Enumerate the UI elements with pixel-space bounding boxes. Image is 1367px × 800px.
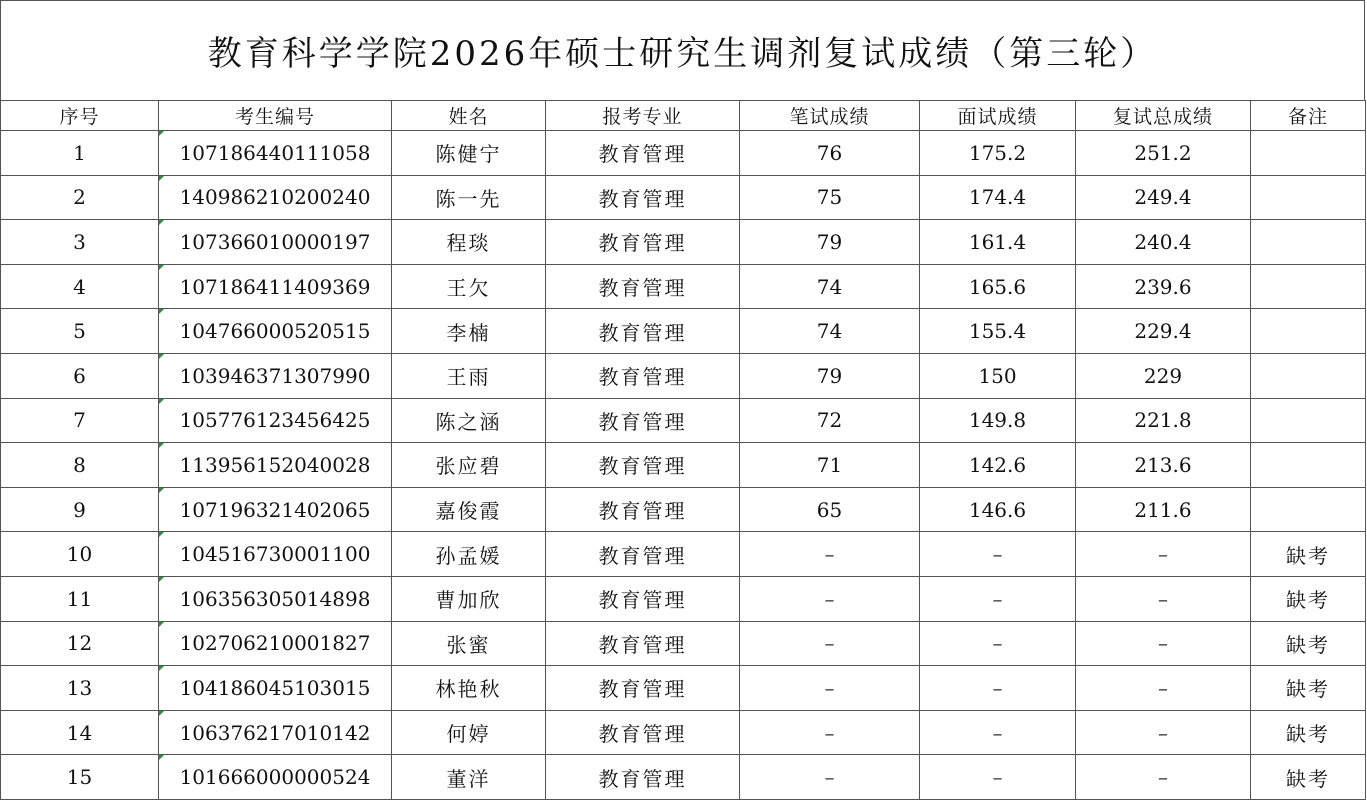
cell-major: 教育管理 (546, 175, 740, 220)
cell-name: 嘉俊霞 (392, 487, 546, 532)
cell-major: 教育管理 (546, 666, 740, 711)
cell-written-score: 71 (740, 443, 920, 488)
cell-interview-score: 142.6 (920, 443, 1076, 488)
cell-name: 陈一先 (392, 175, 546, 220)
col-header-interview: 面试成绩 (920, 101, 1076, 131)
cell-candidate-id: 140986210200240 (159, 175, 392, 220)
cell-interview-score: 161.4 (920, 220, 1076, 265)
cell-candidate-id: 105776123456425 (159, 398, 392, 443)
cell-candidate-id: 106376217010142 (159, 710, 392, 755)
col-header-major: 报考专业 (546, 101, 740, 131)
cell-note: 缺考 (1251, 532, 1366, 577)
cell-no: 14 (1, 710, 159, 755)
table-row (1, 710, 1366, 755)
cell-candidate-id: 107186411409369 (159, 264, 392, 309)
cell-written-score: – (740, 710, 920, 755)
cell-name: 何婷 (392, 710, 546, 755)
col-header-written: 笔试成绩 (740, 101, 920, 131)
table-body (1, 131, 1366, 800)
cell-total-score: – (1076, 576, 1251, 621)
cell-no: 11 (1, 576, 159, 621)
cell-name: 张应碧 (392, 443, 546, 488)
cell-major: 教育管理 (546, 353, 740, 398)
cell-note (1251, 131, 1366, 176)
cell-total-score: – (1076, 755, 1251, 800)
col-header-total: 复试总成绩 (1076, 101, 1251, 131)
cell-written-score: 79 (740, 220, 920, 265)
cell-total-score: – (1076, 621, 1251, 666)
cell-note (1251, 487, 1366, 532)
cell-written-score: 75 (740, 175, 920, 220)
cell-no: 5 (1, 309, 159, 354)
cell-total-score: 249.4 (1076, 175, 1251, 220)
cell-major: 教育管理 (546, 576, 740, 621)
cell-interview-score: 174.4 (920, 175, 1076, 220)
cell-note (1251, 443, 1366, 488)
table-row (1, 309, 1366, 354)
table-row (1, 755, 1366, 800)
cell-written-score: – (740, 755, 920, 800)
col-header-no: 序号 (1, 101, 159, 131)
cell-interview-score: – (920, 710, 1076, 755)
cell-name: 张蜜 (392, 621, 546, 666)
cell-candidate-id: 102706210001827 (159, 621, 392, 666)
cell-total-score: 211.6 (1076, 487, 1251, 532)
cell-total-score: 213.6 (1076, 443, 1251, 488)
table-row (1, 443, 1366, 488)
table-row (1, 131, 1366, 176)
cell-note (1251, 264, 1366, 309)
cell-total-score: 240.4 (1076, 220, 1251, 265)
cell-note (1251, 309, 1366, 354)
cell-interview-score: – (920, 666, 1076, 711)
cell-candidate-id: 107196321402065 (159, 487, 392, 532)
cell-interview-score: 146.6 (920, 487, 1076, 532)
cell-total-score: 229.4 (1076, 309, 1251, 354)
cell-major: 教育管理 (546, 264, 740, 309)
cell-candidate-id: 104766000520515 (159, 309, 392, 354)
cell-total-score: 221.8 (1076, 398, 1251, 443)
cell-name: 程琰 (392, 220, 546, 265)
cell-written-score: 76 (740, 131, 920, 176)
col-header-note: 备注 (1251, 101, 1366, 131)
cell-note: 缺考 (1251, 621, 1366, 666)
cell-major: 教育管理 (546, 131, 740, 176)
cell-written-score: 74 (740, 264, 920, 309)
cell-candidate-id: 113956152040028 (159, 443, 392, 488)
cell-candidate-id: 107366010000197 (159, 220, 392, 265)
col-header-id: 考生编号 (159, 101, 392, 131)
cell-no: 9 (1, 487, 159, 532)
cell-total-score: – (1076, 666, 1251, 711)
cell-total-score: 229 (1076, 353, 1251, 398)
cell-candidate-id: 101666000000524 (159, 755, 392, 800)
cell-written-score: 72 (740, 398, 920, 443)
cell-total-score: 239.6 (1076, 264, 1251, 309)
cell-note: 缺考 (1251, 666, 1366, 711)
cell-no: 13 (1, 666, 159, 711)
cell-major: 教育管理 (546, 710, 740, 755)
table-row (1, 264, 1366, 309)
cell-candidate-id: 104516730001100 (159, 532, 392, 577)
cell-written-score: – (740, 576, 920, 621)
cell-no: 10 (1, 532, 159, 577)
page-title: 教育科学学院2026年硕士研究生调剂复试成绩（第三轮） (207, 34, 1158, 74)
cell-written-score: – (740, 621, 920, 666)
cell-total-score: – (1076, 532, 1251, 577)
table-row (1, 532, 1366, 577)
cell-interview-score: – (920, 576, 1076, 621)
table-row (1, 666, 1366, 711)
cell-major: 教育管理 (546, 487, 740, 532)
cell-no: 1 (1, 131, 159, 176)
cell-interview-score: 150 (920, 353, 1076, 398)
cell-candidate-id: 104186045103015 (159, 666, 392, 711)
cell-no: 12 (1, 621, 159, 666)
cell-candidate-id: 103946371307990 (159, 353, 392, 398)
cell-name: 孙孟媛 (392, 532, 546, 577)
cell-interview-score: 175.2 (920, 131, 1076, 176)
table-row (1, 621, 1366, 666)
cell-name: 王雨 (392, 353, 546, 398)
cell-total-score: – (1076, 710, 1251, 755)
table-row (1, 487, 1366, 532)
header-row (1, 101, 1366, 131)
cell-written-score: 74 (740, 309, 920, 354)
table-row (1, 175, 1366, 220)
cell-interview-score: 149.8 (920, 398, 1076, 443)
cell-name: 董洋 (392, 755, 546, 800)
cell-no: 7 (1, 398, 159, 443)
cell-major: 教育管理 (546, 309, 740, 354)
cell-name: 曹加欣 (392, 576, 546, 621)
cell-name: 陈之涵 (392, 398, 546, 443)
cell-note (1251, 220, 1366, 265)
table-row (1, 220, 1366, 265)
cell-candidate-id: 107186440111058 (159, 131, 392, 176)
table-row (1, 398, 1366, 443)
cell-major: 教育管理 (546, 621, 740, 666)
table-row (1, 576, 1366, 621)
cell-note (1251, 175, 1366, 220)
table-row (1, 353, 1366, 398)
cell-written-score: 65 (740, 487, 920, 532)
cell-no: 4 (1, 264, 159, 309)
cell-no: 6 (1, 353, 159, 398)
cell-note (1251, 398, 1366, 443)
cell-interview-score: – (920, 621, 1076, 666)
cell-interview-score: 165.6 (920, 264, 1076, 309)
cell-name: 林艳秋 (392, 666, 546, 711)
cell-total-score: 251.2 (1076, 131, 1251, 176)
cell-name: 王欠 (392, 264, 546, 309)
cell-name: 李楠 (392, 309, 546, 354)
cell-note: 缺考 (1251, 755, 1366, 800)
cell-major: 教育管理 (546, 532, 740, 577)
cell-interview-score: – (920, 755, 1076, 800)
cell-major: 教育管理 (546, 398, 740, 443)
cell-written-score: 79 (740, 353, 920, 398)
cell-note (1251, 353, 1366, 398)
cell-note: 缺考 (1251, 576, 1366, 621)
cell-interview-score: – (920, 532, 1076, 577)
results-table (0, 100, 1366, 800)
cell-no: 2 (1, 175, 159, 220)
cell-major: 教育管理 (546, 220, 740, 265)
cell-major: 教育管理 (546, 755, 740, 800)
col-header-name: 姓名 (392, 101, 546, 131)
cell-no: 15 (1, 755, 159, 800)
cell-no: 8 (1, 443, 159, 488)
cell-note: 缺考 (1251, 710, 1366, 755)
title-row (0, 0, 1365, 100)
cell-major: 教育管理 (546, 443, 740, 488)
cell-written-score: – (740, 532, 920, 577)
cell-written-score: – (740, 666, 920, 711)
cell-name: 陈健宁 (392, 131, 546, 176)
cell-interview-score: 155.4 (920, 309, 1076, 354)
cell-candidate-id: 106356305014898 (159, 576, 392, 621)
cell-no: 3 (1, 220, 159, 265)
